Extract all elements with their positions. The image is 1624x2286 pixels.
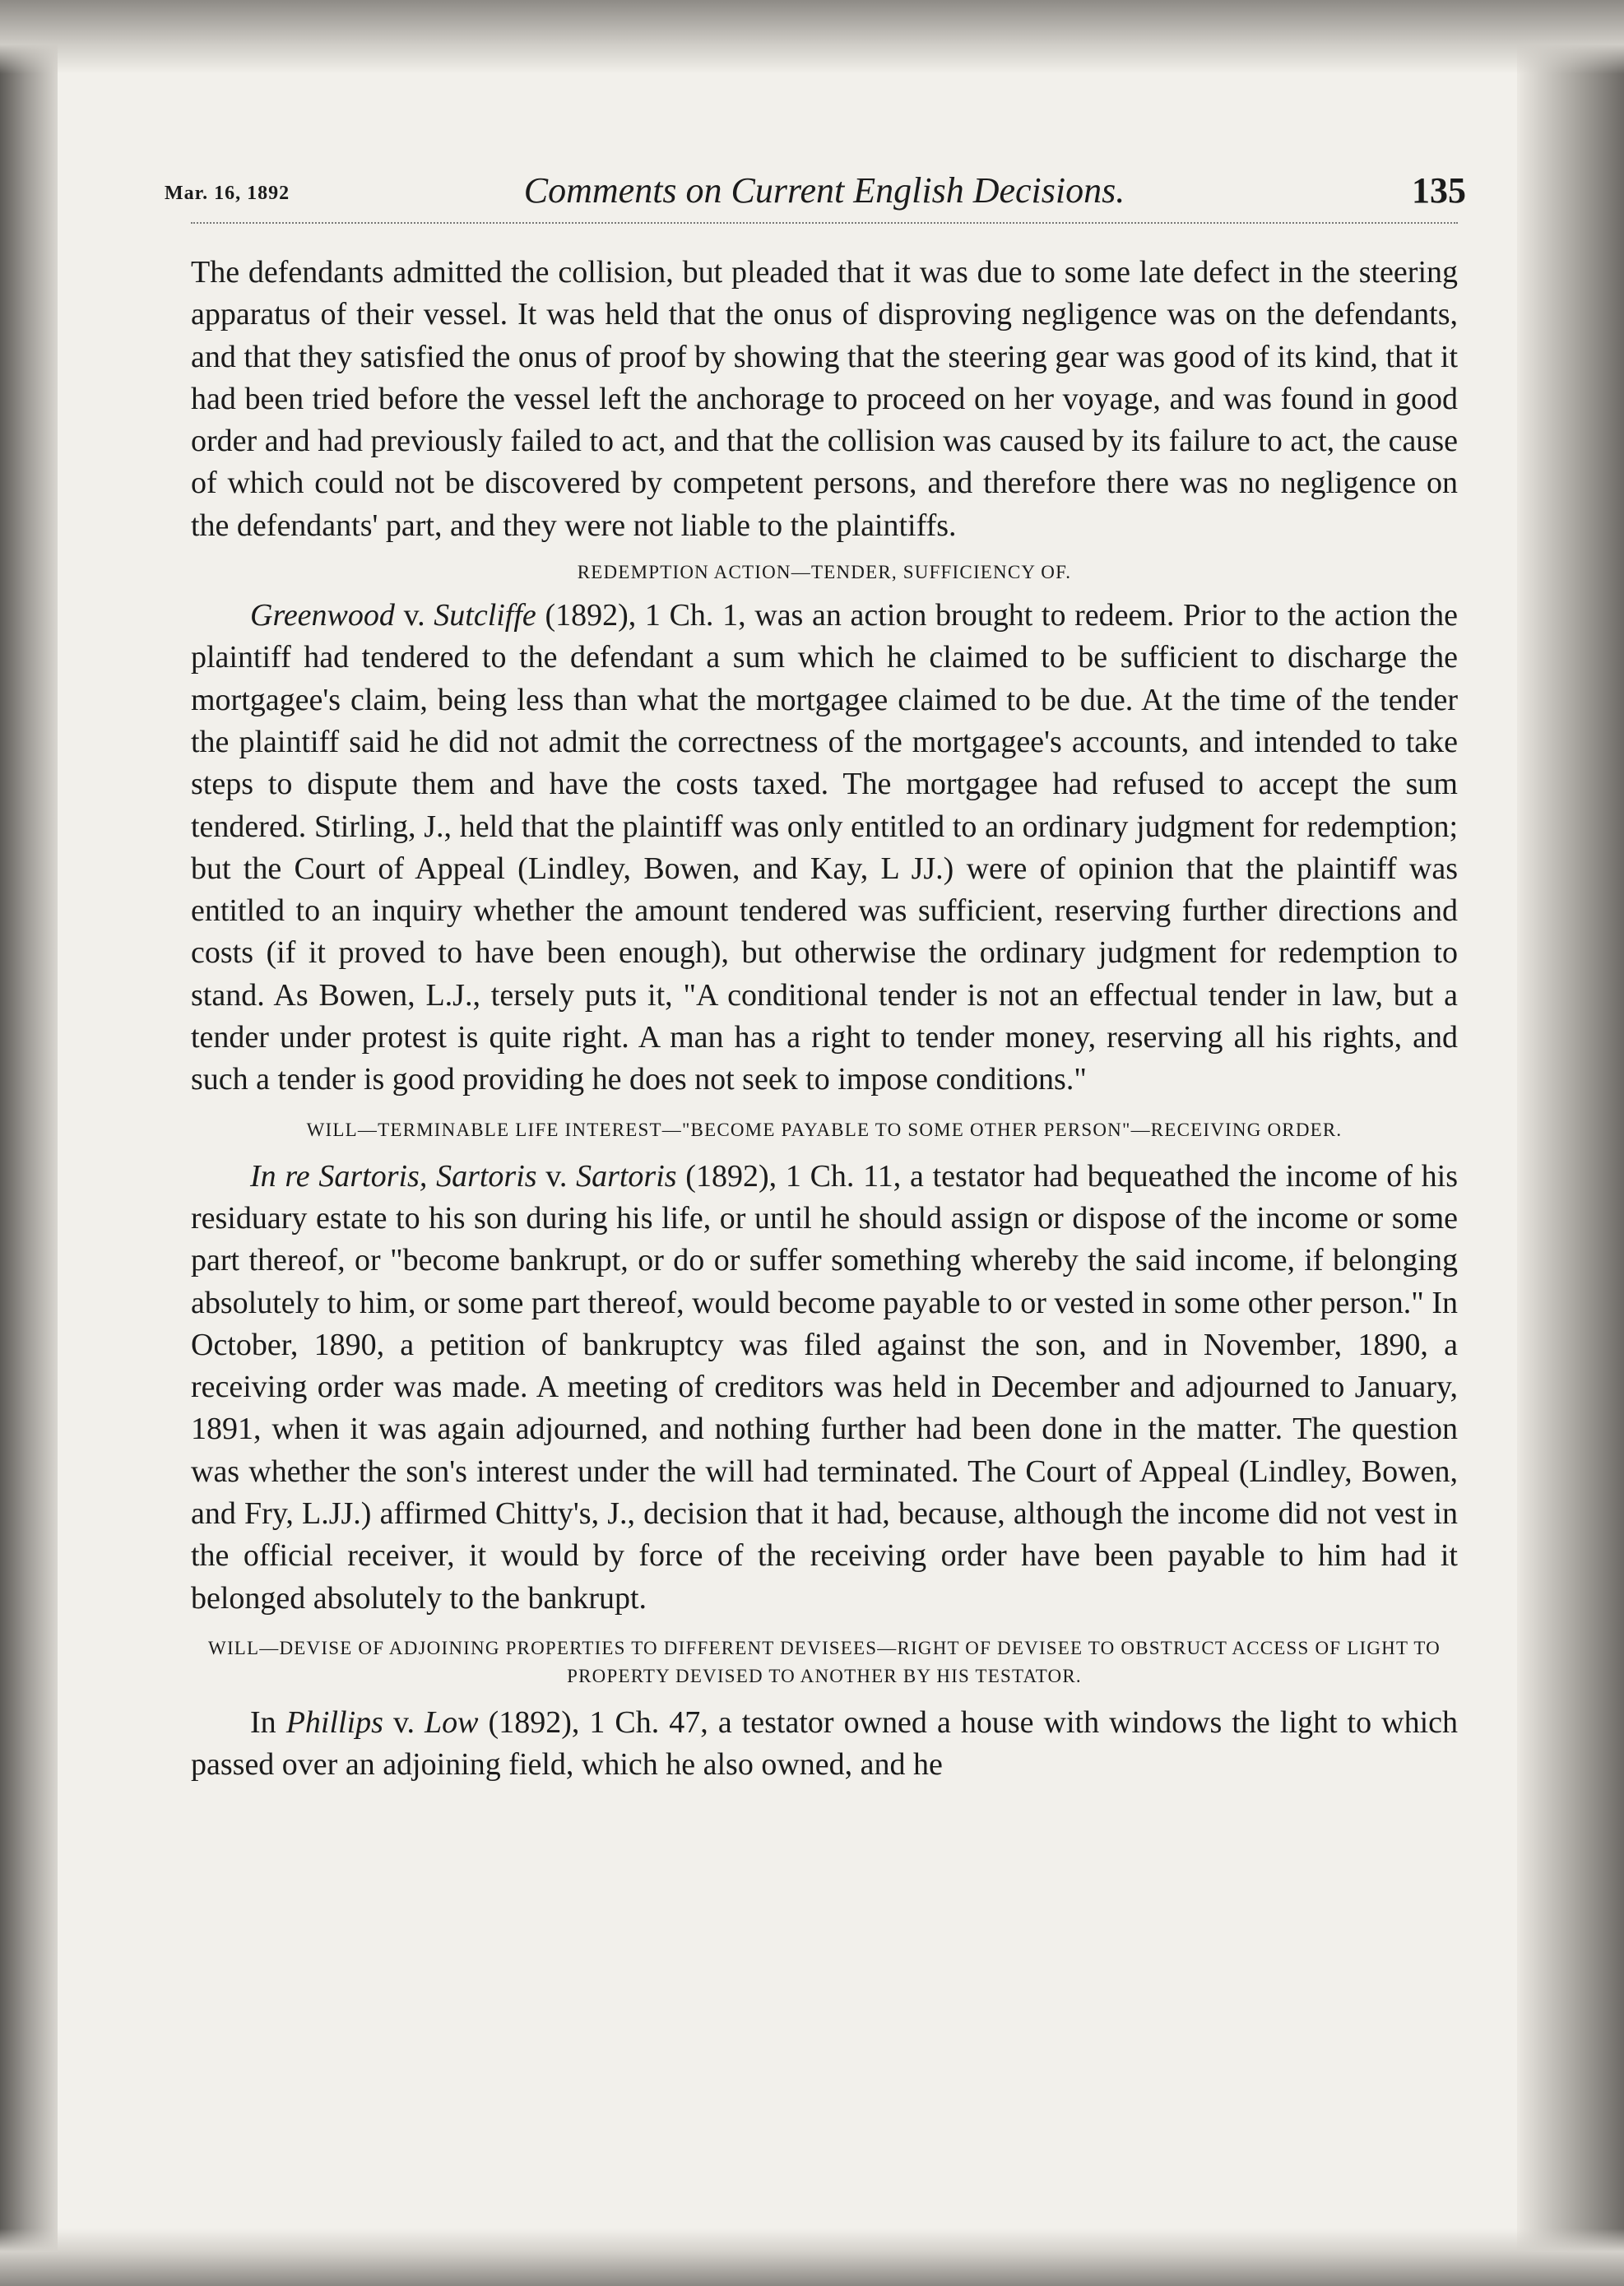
scan-shadow-top — [0, 0, 1624, 74]
header-title: Comments on Current English Decisions. — [523, 170, 1125, 211]
paragraph-collision: The defendants admitted the collision, but pleaded that it was due to some late defect in the steering apparatus of their vessel. It was held that the onus of disproving negligence was on the defendants, and that they satisfied the onus of proof by showing that the steering gear was good of its kind, that it had been tried before the vessel left the anchorage to proceed on her voyage, and was found in good order and had previously failed to act, and that the collision was caused by its failure to act, the cause of which could not be discovered by competent persons, and therefore there was no negligence on the defendants' part, and they were not liable to the plaintiffs. — [191, 255, 1458, 543]
case-versus: v. — [383, 1704, 425, 1740]
case-versus: v. — [394, 598, 434, 633]
case-name-defendant: Low — [425, 1704, 479, 1740]
paragraph-sartoris — [191, 1156, 1458, 1620]
section-heading-will-terminable: WILL—TERMINABLE LIFE INTEREST—"BECOME PAYABLE TO SOME OTHER PERSON"—RECEIVING ORDER. — [306, 1119, 1343, 1140]
paragraph-lead: In — [250, 1704, 286, 1740]
paragraph-greenwood-v-sutcliffe — [191, 595, 1458, 1101]
case-versus: v. — [536, 1158, 577, 1194]
case-name-plaintiff: Phillips — [285, 1704, 383, 1740]
page-number: 135 — [1412, 170, 1466, 211]
case-name-plaintiff: Greenwood — [250, 598, 395, 633]
paragraph-text: (1892), 1 Ch. 11, a testator had bequeathed the income of his residuary estate to his son during his life, or until he should assign or dispose of the income or some part thereof, or "become bankrupt, or do or suffer something whereby the said income, if belonging absolutely to him, or some part thereof, would become payable to or vested in some other person." In October, 1890, a petition of bankruptcy was filed against the son, and in November, 1890, a receiving order was made. A meeting of creditors was held in December and adjourned to January, 1891, when it was again adjourned, and nothing further had been done in the matter. The question was whether the son's interest under the will had terminated. The Court of Appeal (Lindley, Bowen, and Fry, L.JJ.) affirmed Chitty's, J., decision that it had, because, although the income did not vest in the official receiver, it would by force of the receiving order have been payable to him had it belonged absolutely to the bankrupt. — [191, 1158, 1458, 1616]
running-head — [165, 165, 1466, 224]
scan-shadow-bottom — [0, 2228, 1624, 2286]
paragraph-text: (1892), 1 Ch. 47, a testator owned a house with windows the light to which passed over an adjoining field, which he also owned, and he — [191, 1704, 1458, 1783]
paragraph-phillips-v-low — [191, 1702, 1458, 1787]
case-name-plaintiff: In re Sartoris, Sartoris — [250, 1158, 537, 1194]
document-page — [165, 165, 1466, 1787]
section-heading-redemption: REDEMPTION ACTION—TENDER, SUFFICIENCY OF. — [577, 562, 1072, 583]
section-heading-will-devise: WILL—DEVISE OF ADJOINING PROPERTIES TO DIFFERENT DEVISEES—RIGHT OF DEVISEE TO OBSTRUCT ACCESS OF LIGHT TO PROPERTY DEVISED TO ANOTHER BY HIS TESTATOR. — [208, 1637, 1441, 1686]
paragraph-text: (1892), 1 Ch. 1, was an action brought to redeem. Prior to the action the plaintiff had tendered to the defendant a sum which he claimed to be sufficient to discharge the mortgagee's claim, being less than what the mortgagee claimed to be due. At the time of the tender the plaintiff said he did not admit the correctness of the mortgagee's accounts, and intended to take steps to dispute them and have the costs taxed. The mortgagee had refused to accept the sum tendered. Stirling, J., held that the plaintiff was only entitled to an ordinary judgment for redemption; but the Court of Appeal (Lindley, Bowen, and Kay, L JJ.) were of opinion that the plaintiff was entitled to an inquiry whether the amount tendered was sufficient, reserving further directions and costs (if it proved to have been enough), but otherwise the ordinary judgment for redemption to stand. As Bowen, L.J., tersely puts it, "A conditional tender is not an effectual tender in law, but a tender under protest is quite right. A man has a right to tender money, reserving all his rights, and such a tender is good providing he does not seek to impose conditions." — [191, 598, 1458, 1097]
case-name-defendant: Sartoris — [576, 1158, 677, 1194]
header-date: Mar. 16, 1892 — [165, 183, 290, 204]
scan-shadow-left — [0, 0, 58, 2286]
case-name-defendant: Sutcliffe — [434, 598, 536, 633]
scan-shadow-right — [1517, 0, 1624, 2286]
